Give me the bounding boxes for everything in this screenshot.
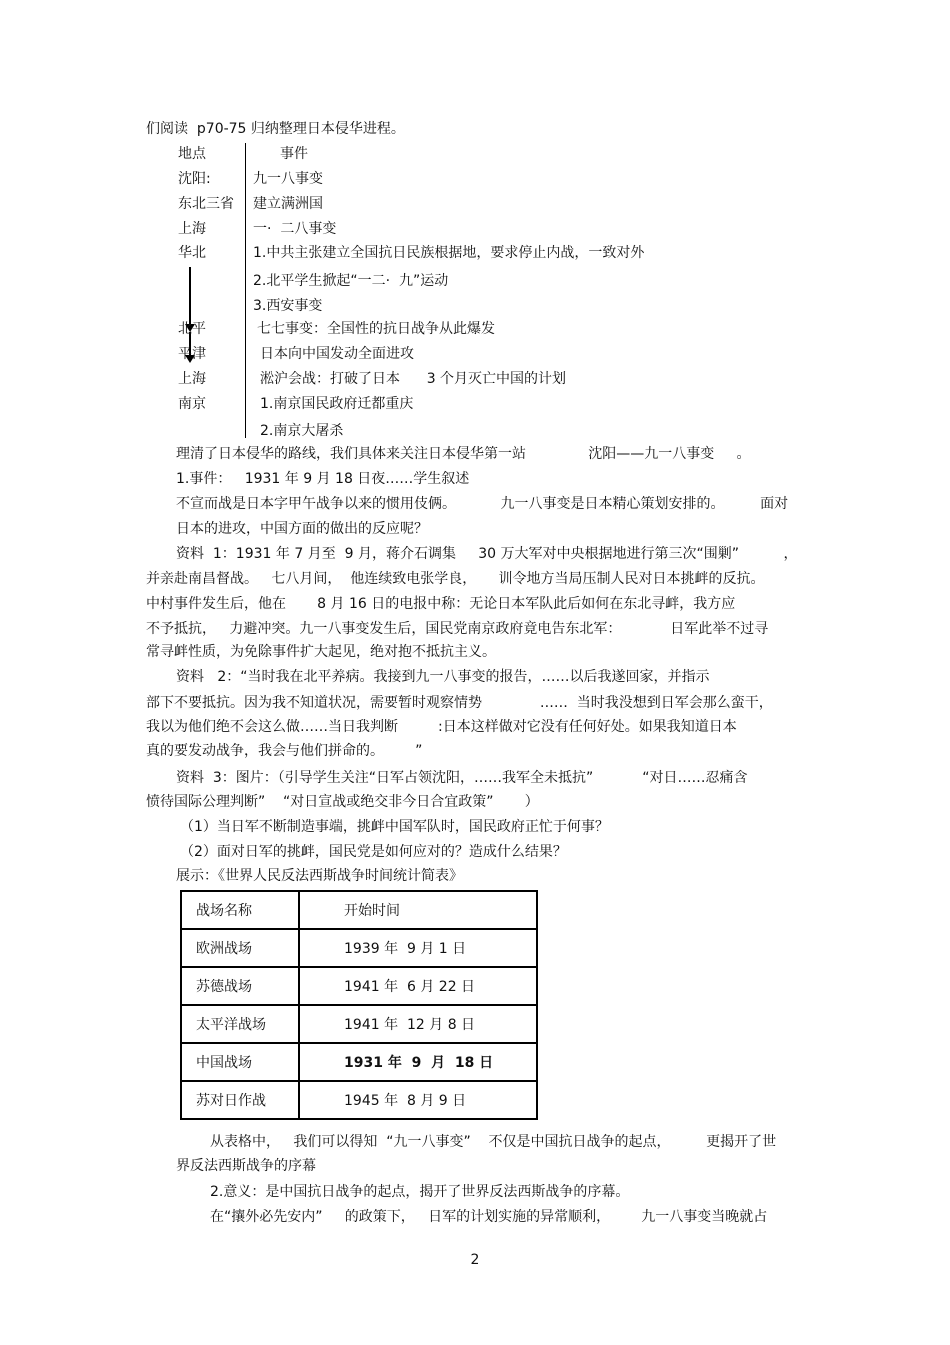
table-header-cell: 战场名称: [181, 891, 299, 929]
timeline-event: 一· 二八事变: [253, 221, 337, 237]
timeline-header-place: 地点: [178, 146, 206, 162]
timeline-place: 东北三省: [178, 196, 234, 212]
table-cell-name: 苏德战场: [181, 967, 299, 1005]
paragraph-line: 资料 3：图片：（引导学生关注“日军占领沈阳，……我军全未抵抗” “对日……忍痛含: [176, 770, 748, 786]
table-cell-date: 1941 年 12 月 8 日: [299, 1005, 537, 1043]
timeline-arrow-shaft: [189, 267, 191, 325]
timeline-event: 2.北平学生掀起“一二· 九”运动: [253, 273, 449, 289]
table-cell-name: 苏对日作战: [181, 1081, 299, 1119]
paragraph-line: 资料 2：“当时我在北平养病。我接到九一八事变的报告，……以后我遂回家，并指示: [176, 669, 710, 685]
timeline-place: 南京: [178, 396, 206, 412]
table-cell-date: 1945 年 8 月 9 日: [299, 1081, 537, 1119]
table-row: [181, 1081, 537, 1119]
paragraph-line: 从表格中， 我们可以得知 “九一八事变” 不仅是中国抗日战争的起点， 更揭开了世: [210, 1134, 777, 1150]
timeline-place: 北平: [178, 321, 206, 337]
table-cell-name: 太平洋战场: [181, 1005, 299, 1043]
table-row: [181, 1043, 537, 1081]
paragraph-line: 愤待国际公理判断” “对日宣战或绝交非今日合宜政策” ）: [146, 794, 539, 810]
timeline-place: 沈阳:: [178, 171, 211, 187]
timeline-event: 3.西安事变: [253, 298, 323, 314]
timeline-event: 七七事变：全国性的抗日战争从此爆发: [257, 321, 495, 337]
timeline-place: 上海: [178, 371, 206, 387]
page-number: 2: [470, 1252, 480, 1268]
intro-line: 们阅读 p70-75 归纳整理日本侵华进程。: [146, 121, 405, 137]
paragraph-line: 2.意义：是中国抗日战争的起点，揭开了世界反法西斯战争的序幕。: [210, 1184, 630, 1200]
question-2: （2）面对日军的挑衅，国民党是如何应对的？造成什么结果？: [180, 844, 567, 860]
table-cell-date: 1939 年 9 月 1 日: [299, 929, 537, 967]
timeline-event: 淞沪会战：打破了日本 3 个月灭亡中国的计划: [260, 371, 567, 387]
paragraph-line: 日本的进攻，中国方面的做出的反应呢？: [176, 521, 428, 537]
paragraph-line: 我以为他们绝不会这么做……当日我判断 :日本这样做对它没有任何好处。如果我知道日本: [146, 719, 737, 735]
paragraph-line: 界反法西斯战争的序幕: [176, 1158, 316, 1174]
timeline-place: 华北: [178, 245, 206, 261]
timeline-divider: [245, 143, 246, 438]
timeline-event: 1.南京国民政府迁都重庆: [260, 396, 414, 412]
war-timeline-table: [180, 890, 538, 1120]
table-cell-date: 1931 年 9 月 18 日: [299, 1043, 537, 1081]
table-header-row: [181, 891, 537, 929]
timeline-event: 建立满洲国: [253, 196, 323, 212]
paragraph-line: 并亲赴南昌督战。 七八月间， 他连续致电张学良， 训令地方当局压制人民对日本挑衅的反抗。: [146, 571, 765, 587]
timeline-place: 平津: [178, 346, 206, 362]
timeline-event: 九一八事变: [253, 171, 323, 187]
paragraph-line: 理清了日本侵华的路线，我们具体来关注日本侵华第一站 沈阳——九一八事变 。: [176, 446, 751, 462]
paragraph-line: 真的要发动战争，我会与他们拼命的。 ”: [146, 743, 423, 759]
paragraph-line: 资料 1：1931 年 7 月至 9 月，蒋介石调集 30 万大军对中央根据地进行第三次“围剿” ，: [176, 546, 798, 562]
paragraph-line: 在“攘外必先安内” 的政策下， 日军的计划实施的异常顺利， 九一八事变当晚就占: [210, 1209, 768, 1225]
paragraph-line: 中村事件发生后，他在 8 月 16 日的电报中称：无论日本军队此后如何在东北寻衅，我方应: [146, 596, 736, 612]
paragraph-line: 部下不要抵抗。因为我不知道状况，需要暂时观察情势 …… 当时我没想到日军会那么蛮干，: [146, 695, 773, 711]
paragraph-line: 不予抵抗， 力避冲突。九一八事变发生后，国民党南京政府竟电告东北军： 日军此举不过寻: [146, 621, 769, 637]
timeline-event: 2.南京大屠杀: [260, 423, 344, 439]
paragraph-line: 1.事件： 1931 年 9 月 18 日夜……学生叙述: [176, 471, 470, 487]
timeline-event: 日本向中国发动全面进攻: [260, 346, 414, 362]
paragraph-line: 常寻衅性质，为免除事件扩大起见，绝对抱不抵抗主义。: [146, 644, 496, 660]
table-cell-name: 欧洲战场: [181, 929, 299, 967]
question-1: （1）当日军不断制造事端，挑衅中国军队时，国民政府正忙于何事？: [180, 819, 609, 835]
table-header-cell: 开始时间: [299, 891, 537, 929]
timeline-event: 1.中共主张建立全国抗日民族根据地，要求停止内战，一致对外: [253, 245, 645, 261]
table-row: [181, 929, 537, 967]
timeline-place: 上海: [178, 221, 206, 237]
table-cell-date: 1941 年 6 月 22 日: [299, 967, 537, 1005]
table-row: [181, 1005, 537, 1043]
table-caption: 展示：《世界人民反法西斯战争时间统计简表》: [176, 868, 463, 884]
table-row: [181, 967, 537, 1005]
paragraph-line: 不宣而战是日本字甲午战争以来的惯用伎俩。 九一八事变是日本精心策划安排的。 面对: [176, 496, 789, 512]
table-cell-name: 中国战场: [181, 1043, 299, 1081]
timeline-header-event: 事件: [280, 146, 308, 162]
